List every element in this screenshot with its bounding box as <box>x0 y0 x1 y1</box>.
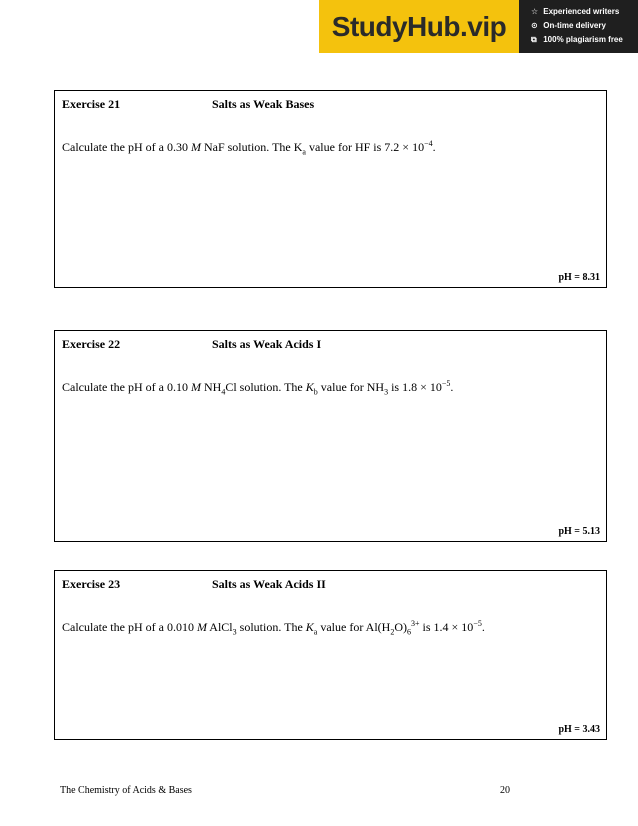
exercise-answer: pH = 5.13 <box>558 526 600 537</box>
feature-experienced-writers <box>531 5 638 19</box>
exercise-number: Exercise 21 <box>62 97 121 111</box>
exercise-23-box <box>54 570 607 740</box>
exercise-22-box <box>54 330 607 542</box>
exercise-question: Calculate the pH of a 0.010 M AlCl$_3$ solution. The $K_a$ value for $Al(H_2O)_6^{3+}$ is $1.4 \times 10^{-5}$. <box>62 619 485 637</box>
banner-features <box>531 5 638 47</box>
exercise-number: Exercise 22 <box>62 337 121 351</box>
exercise-header <box>62 577 326 592</box>
exercise-header <box>62 337 321 352</box>
copy-icon: ⧉ <box>531 35 537 44</box>
exercise-answer: pH = 8.31 <box>558 272 600 283</box>
feature-on-time-delivery <box>531 19 638 33</box>
studyhub-banner[interactable] <box>319 0 638 53</box>
exercise-answer: pH = 3.43 <box>558 724 600 735</box>
exercise-number: Exercise 23 <box>62 577 121 591</box>
feature-label: On-time delivery <box>543 21 606 30</box>
feature-label: 100% plagiarism free <box>543 35 623 44</box>
footer-title: The Chemistry of Acids & Bases <box>60 785 192 796</box>
exercise-title: Salts as Weak Bases <box>212 97 315 111</box>
exercise-question: Calculate the pH of a 0.30 M NaF solution. The $K_a$ value for HF is $7.2 \times 10^{-4}$. <box>62 139 436 157</box>
exercise-21-box <box>54 90 607 288</box>
studyhub-logo[interactable]: StudyHub.vip <box>319 0 519 53</box>
exercise-question: Calculate the pH of a 0.10 M $NH_4Cl$ solution. The $K_b$ value for $NH_3$ is $1.8 \times 10^{-5}$. <box>62 379 454 397</box>
feature-plagiarism-free <box>531 33 638 47</box>
star-icon: ☆ <box>531 7 539 16</box>
exercise-header <box>62 97 314 112</box>
clock-icon: ⊙ <box>531 21 538 30</box>
page-number: 20 <box>500 785 510 796</box>
feature-label: Experienced writers <box>543 7 620 16</box>
exercise-title: Salts as Weak Acids II <box>212 577 326 591</box>
exercise-title: Salts as Weak Acids I <box>212 337 322 351</box>
